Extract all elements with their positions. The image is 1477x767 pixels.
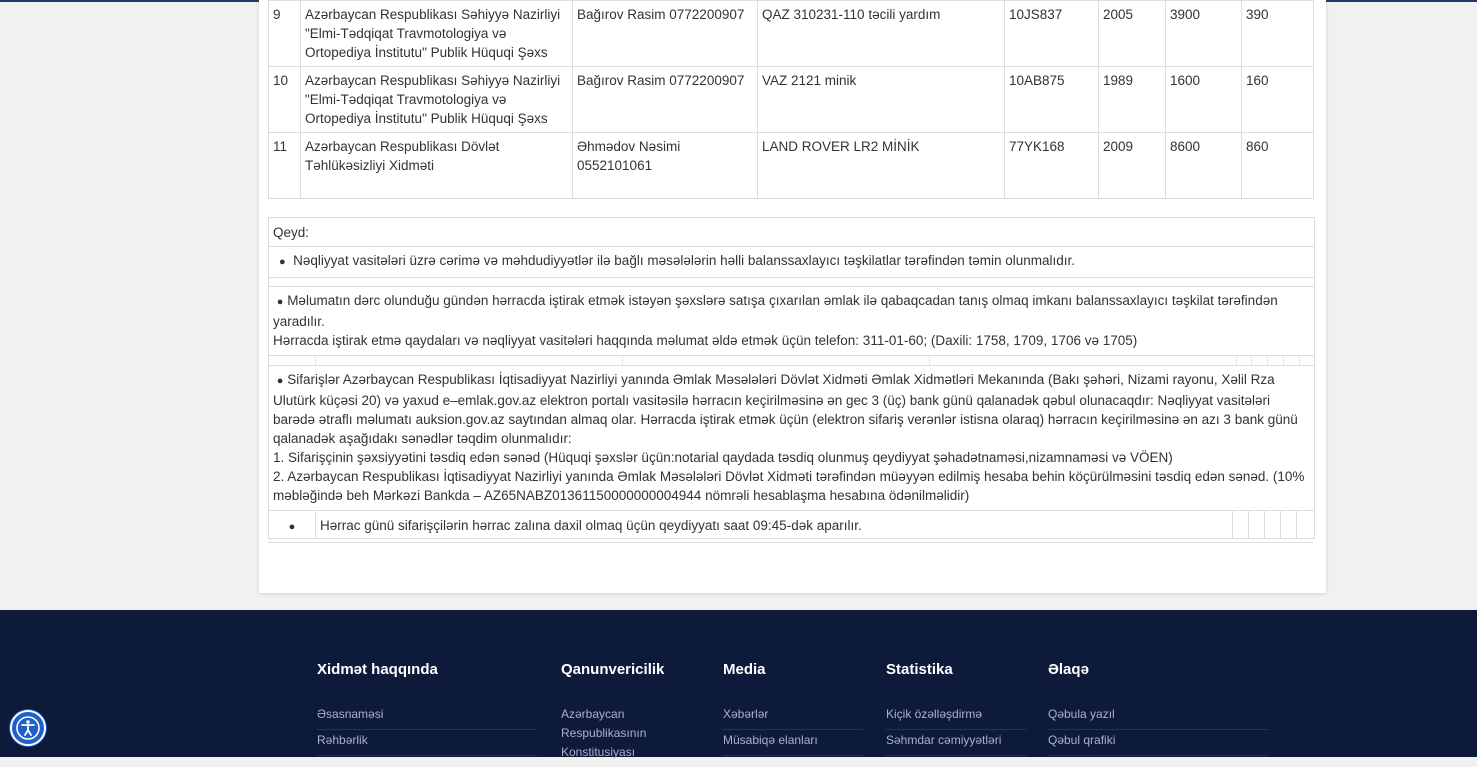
footer-link[interactable]: Əsasnaməsi <box>317 705 537 730</box>
note-text: Sifarişlər Azərbaycan Respublikası İqtisadiyyat Nazirliyi yanında Əmlak Məsələləri Dövlət Xidməti Əmlak Xidmətləri Mekanında (Bakı şəhəri, Nizami rayonu, Xəlil Rza Ulutürk küçəsi 20) və yaxud e–emlak.gov.az elektron portalı vasitəsilə hərracın keçirilməsinə ən gec 3 (üç) bank günü qalanadək qəbul olunacaqdır: Nəqliyyat vasitələri barədə ətraflı məlumatı auksion.gov.az saytından almaq olar. Hərracda iştirak etmək üçün (elektron sifariş verənlər istisna olaraq) hərracın keçirilməsinə ən azı 3 bank günü qalanadək aşağıdakı sənədlər təqdim olunmalıdır: <box>273 372 1298 446</box>
note-text: 1. Sifarişçinin şəxsiyyətini təsdiq edən sənəd (Hüquqi şəxslər üçün:notarial qaydada təsdiq olunmuş qeydiyyat şəhadətnaməsi,nizamnaməsi və VÖEN) <box>273 450 1173 465</box>
site-footer <box>0 610 1477 757</box>
contact-cell: Əhmədov Nəsimi 0552101061 <box>573 133 758 199</box>
notes-box <box>268 217 1315 539</box>
row-number: 10 <box>269 67 301 133</box>
vehicle-cell: QAZ 310231-110 təcili yardım <box>758 1 1005 67</box>
row-number: 9 <box>269 1 301 67</box>
contact-cell: Bağırov Rasim 0772200907 <box>573 1 758 67</box>
note-row <box>269 286 1314 355</box>
note-text: Hərrac günü sifarişçilərin hərrac zalına daxil olmaq üçün qeydiyyatı saat 09:45-dək aparılır. <box>319 518 862 533</box>
footer-heading: Xidmət haqqında <box>317 661 438 678</box>
deposit-cell: 860 <box>1242 133 1314 199</box>
row-number: 11 <box>269 133 301 199</box>
table-row <box>269 1 1314 67</box>
footer-heading: Qanunvericilik <box>561 661 665 678</box>
plate-cell: 10JS837 <box>1005 1 1099 67</box>
spacer-row <box>269 277 1314 286</box>
notes-heading-row <box>269 218 1314 246</box>
note-row <box>269 246 1314 277</box>
contact-cell: Bağırov Rasim 0772200907 <box>573 67 758 133</box>
plate-cell: 10AB875 <box>1005 67 1099 133</box>
content-card <box>259 0 1326 593</box>
organization-cell: Azərbaycan Respublikası Səhiyyə Nazirliyi "Elmi-Tədqiqat Travmotologiya və Ortopediya İnstitutu" Publik Hüquqi Şəxs <box>301 67 573 133</box>
table-row <box>269 133 1314 199</box>
footer-heading: Əlaqə <box>1048 661 1089 678</box>
note-text: Nəqliyyat vasitələri üzrə cərimə və məhdudiyyətlər ilə bağlı məsələlərin həlli balanssaxlayıcı təşkilatlar tərəfindən təmin olunmalıdır. <box>293 253 1076 268</box>
vehicle-cell: VAZ 2121 minik <box>758 67 1005 133</box>
note-text: 2. Azərbaycan Respublikası İqtisadiyyat Nazirliyi yanında Əmlak Məsələləri Dövlət Xidməti tərəfindən müəyyən edilmiş hesaba behin köçürülməsini təsdiq edən sənəd. (10% məbləğində beh Mərkəzi Bankda – AZ65NABZ01361150000000004944 nömrəli hesablaşma hesabına ödənilməlidir) <box>273 469 1305 503</box>
price-cell: 8600 <box>1166 133 1242 199</box>
footer-heading: Media <box>723 661 766 678</box>
note-row <box>269 510 1314 538</box>
price-cell: 3900 <box>1166 1 1242 67</box>
table-subgrid <box>269 355 1314 365</box>
vehicle-cell: LAND ROVER LR2 MİNİK <box>758 133 1005 199</box>
footer-link[interactable]: Azərbaycan Respublikasının Konstitusiyası <box>561 707 647 759</box>
note-row <box>269 365 1314 510</box>
bullet-icon: ● <box>276 296 284 308</box>
footer-link[interactable]: Qəbula yazıl <box>1048 705 1268 730</box>
deposit-cell: 160 <box>1242 67 1314 133</box>
notes-heading: Qeyd: <box>273 225 310 240</box>
vehicles-table <box>268 0 1314 199</box>
price-cell: 1600 <box>1166 67 1242 133</box>
deposit-cell: 390 <box>1242 1 1314 67</box>
plate-cell: 77YK168 <box>1005 133 1099 199</box>
footer-link[interactable]: Müsabiqə elanları <box>723 731 863 756</box>
bullet-icon: ● <box>288 521 296 533</box>
accessibility-button[interactable] <box>10 710 46 746</box>
divider <box>268 542 1313 543</box>
bullet-icon: ● <box>276 375 284 387</box>
footer-link[interactable]: Kiçik özəlləşdirmə <box>886 705 1026 730</box>
note-text: Məlumatın dərc olunduğu gündən hərracda iştirak etmək istəyən şəxslərə satışa çıxarılan əmlak ilə qabaqcadan tanış olmaq imkanı balanssaxlayıcı təşkilat tərəfindən yaradılır. <box>273 293 1278 329</box>
footer-link[interactable]: Qəbul qrafiki <box>1048 731 1268 756</box>
footer-link[interactable]: Xəbərlər <box>723 705 863 730</box>
year-cell: 2005 <box>1099 1 1166 67</box>
note-text: Hərracda iştirak etmə qaydaları və nəqliyyat vasitələri haqqında məlumat əldə etmək üçün telefon: 311-01-60; (Daxili: 1758, 1709, 1706 və 1705) <box>273 333 1138 348</box>
table-row <box>269 67 1314 133</box>
organization-cell: Azərbaycan Respublikası Dövlət Təhlükəsizliyi Xidməti <box>301 133 573 199</box>
accessibility-icon <box>12 712 44 744</box>
footer-link[interactable]: Səhmdar cəmiyyətləri <box>886 731 1026 756</box>
bullet-icon: ● <box>279 256 286 268</box>
footer-link[interactable]: Rəhbərlik <box>317 731 537 756</box>
organization-cell: Azərbaycan Respublikası Səhiyyə Nazirliyi "Elmi-Tədqiqat Travmotologiya və Ortopediya İnstitutu" Publik Hüquqi Şəxs <box>301 1 573 67</box>
year-cell: 1989 <box>1099 67 1166 133</box>
footer-heading: Statistika <box>886 661 953 678</box>
year-cell: 2009 <box>1099 133 1166 199</box>
